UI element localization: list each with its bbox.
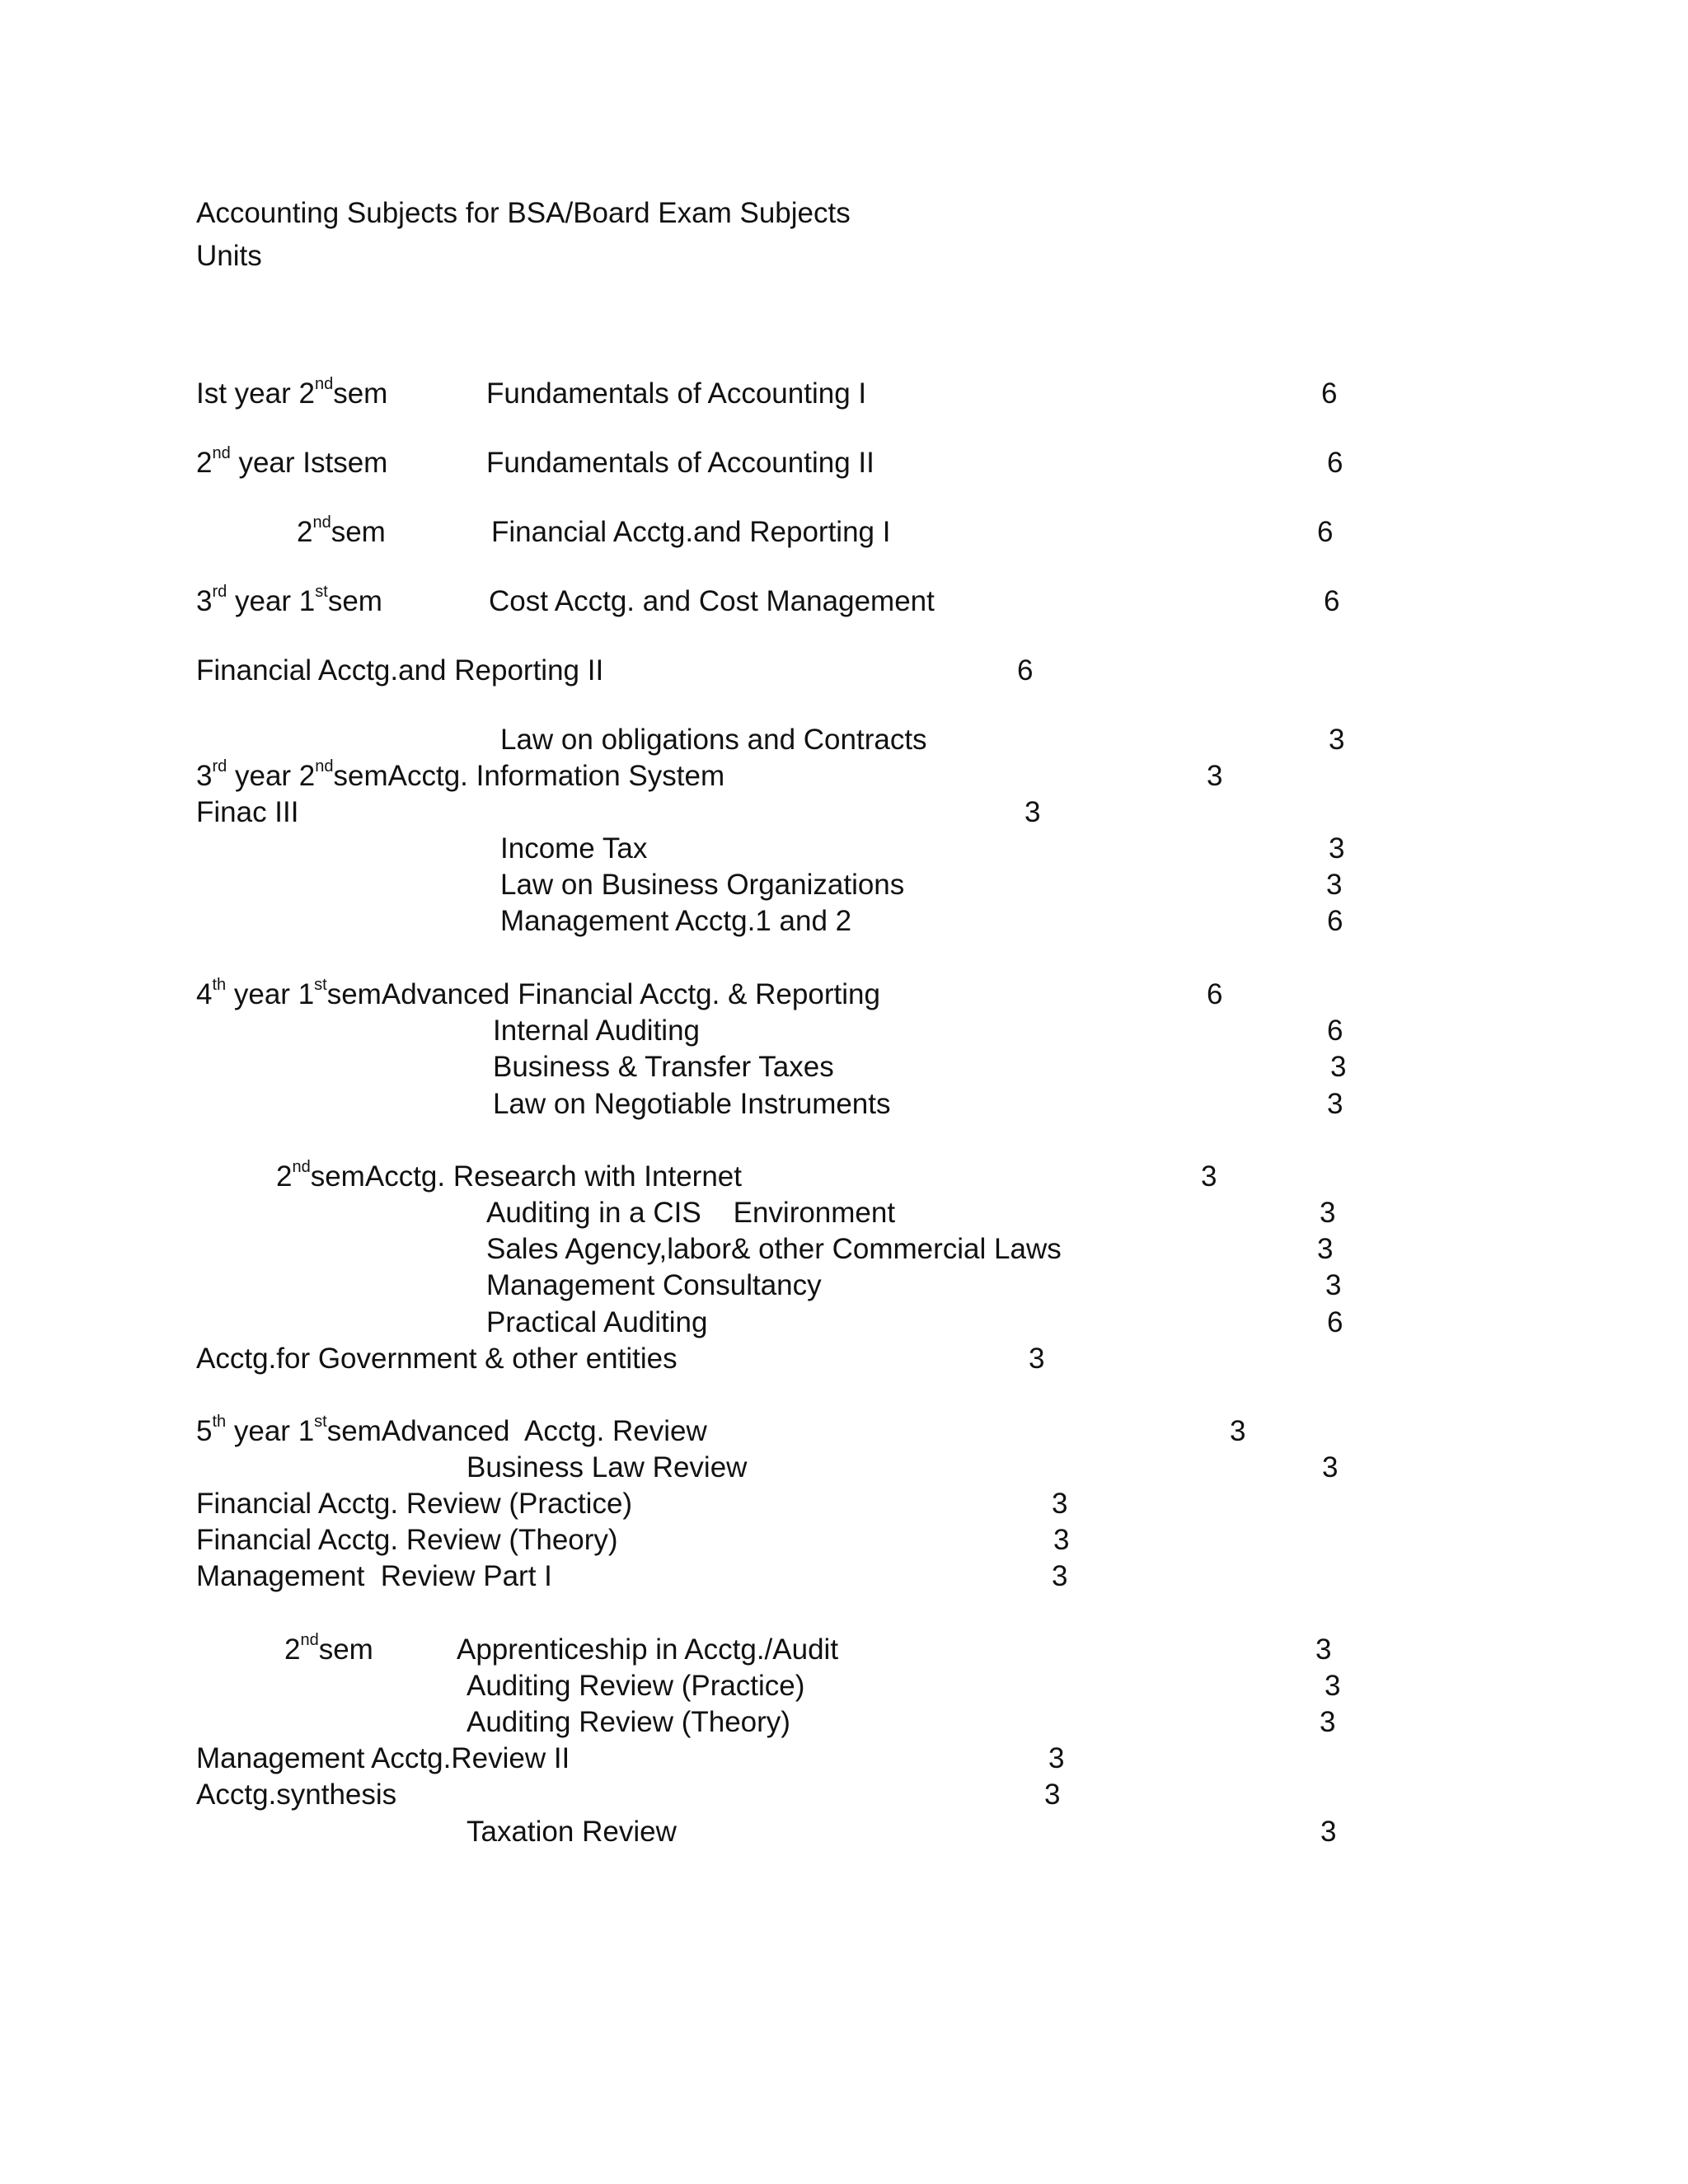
units-value: 6 [1327,905,1343,937]
label-superscript: nd [292,1158,311,1177]
year-semester-label [196,757,725,793]
label-text: sem [331,516,386,548]
subject-title: Financial Acctg.and Reporting I [491,516,891,548]
label-superscript: nd [300,1631,319,1650]
subject-title: Advanced Financial Acctg. & Reporting [381,978,880,1010]
label-superscript: nd [212,444,231,463]
label-text: year Istsem [230,447,388,479]
subject-title: Auditing Review (Theory) [467,1706,790,1738]
label-text: sem [333,760,388,792]
subject-title: Finac III [196,796,299,828]
label-text: sem [310,1160,365,1193]
units-value: 3 [1329,724,1345,756]
label-superscript: rd [212,757,227,776]
year-semester-label [196,377,387,410]
subject-title: Auditing in a CIS Environment [486,1197,896,1229]
subject-title: Fundamentals of Accounting II [486,447,874,479]
units-value: 3 [1317,1233,1334,1265]
subject-title: Financial Acctg. Review (Theory) [196,1524,618,1556]
units-value: 6 [1017,654,1034,687]
subject-title: Acctg. Information System [387,760,725,792]
units-heading: Units [196,240,262,272]
subject-title: Advanced Acctg. Review [381,1415,707,1447]
units-value: 6 [1321,377,1338,410]
subject-title: Law on Negotiable Instruments [493,1088,891,1120]
label-text: Ist year 2 [196,377,315,410]
subject-title: Taxation Review [467,1816,677,1848]
units-value: 3 [1329,832,1345,865]
label-superscript: st [314,976,327,995]
subject-title: Business Law Review [467,1451,748,1483]
label-text: 5 [196,1415,213,1447]
subject-title: Management Acctg.1 and 2 [500,905,852,937]
subject-title: Management Review Part I [196,1560,552,1592]
subject-title: Practical Auditing [486,1306,708,1338]
label-text: year 1 [226,1415,315,1447]
subject-title: Financial Acctg.and Reporting II [196,654,604,687]
label-text: sem [326,978,382,1010]
label-text: 3 [196,760,213,792]
units-value: 6 [1327,1015,1343,1047]
year-semester-label [284,1633,373,1666]
label-text: sem [326,1415,382,1447]
label-text: year 2 [227,760,316,792]
subject-title: Business & Transfer Taxes [493,1051,834,1083]
year-semester-label [196,978,880,1011]
units-value: 3 [1053,1524,1070,1556]
label-text: 2 [276,1160,293,1193]
label-text: year 1 [227,585,316,617]
units-value: 3 [1025,796,1041,828]
label-text: sem [327,585,382,617]
subject-title: Auditing Review (Practice) [467,1670,805,1702]
label-superscript: th [212,1413,227,1432]
label-text: year 1 [226,978,315,1010]
subject-title: Financial Acctg. Review (Practice) [196,1488,633,1520]
units-value: 3 [1044,1779,1061,1811]
subject-title: Acctg.synthesis [196,1779,397,1811]
label-superscript: st [315,583,328,602]
year-semester-label [196,444,388,480]
units-value: 6 [1317,516,1334,548]
year-semester-label [196,1415,707,1448]
units-value: 3 [1315,1633,1332,1666]
units-value: 3 [1201,1160,1217,1193]
units-value: 3 [1322,1451,1339,1483]
label-text: 2 [284,1633,301,1666]
units-value: 3 [1320,1197,1336,1229]
subject-title: Management Acctg.Review II [196,1742,570,1774]
label-superscript: st [314,1413,327,1432]
units-value: 3 [1029,1343,1045,1375]
units-value: 3 [1052,1560,1068,1592]
year-semester-label [297,513,386,549]
subject-title: Acctg. Research with Internet [364,1160,742,1193]
units-value: 6 [1327,1306,1343,1338]
units-value: 6 [1327,447,1343,479]
label-superscript: nd [315,757,334,776]
label-superscript: nd [312,513,331,532]
subject-title: Fundamentals of Accounting I [486,377,867,410]
label-text: sem [333,377,388,410]
label-superscript: nd [314,375,334,394]
units-value: 3 [1327,1088,1343,1120]
label-superscript: rd [212,583,227,602]
year-semester-label [276,1160,742,1193]
document-title: Accounting Subjects for BSA/Board Exam Subjects [196,197,851,229]
subject-title: Income Tax [500,832,648,865]
units-value: 3 [1330,1051,1347,1083]
units-value: 3 [1052,1488,1068,1520]
subject-title: Internal Auditing [493,1015,701,1047]
subject-title: Law on Business Organizations [500,869,905,901]
units-value: 6 [1324,585,1340,617]
units-value: 3 [1325,1670,1341,1702]
subject-title: Apprenticeship in Acctg./Audit [457,1633,839,1666]
units-value: 3 [1230,1415,1246,1447]
label-text: 2 [297,516,313,548]
units-value: 3 [1320,1706,1336,1738]
label-text: 2 [196,447,213,479]
label-text: 4 [196,978,213,1010]
units-value: 6 [1207,978,1223,1010]
subject-title: Law on obligations and Contracts [500,724,927,756]
subject-title: Cost Acctg. and Cost Management [489,585,935,617]
units-value: 3 [1326,869,1343,901]
subject-title: Management Consultancy [486,1269,822,1301]
units-value: 3 [1207,760,1223,792]
units-value: 3 [1048,1742,1065,1774]
subject-title: Sales Agency,labor& other Commercial Laws [486,1233,1062,1265]
year-semester-label [196,585,382,618]
label-text: sem [318,1633,373,1666]
label-text: 3 [196,585,213,617]
units-value: 3 [1325,1269,1342,1301]
units-value: 3 [1320,1816,1337,1848]
subject-title: Acctg.for Government & other entities [196,1343,678,1375]
label-superscript: th [212,976,227,995]
